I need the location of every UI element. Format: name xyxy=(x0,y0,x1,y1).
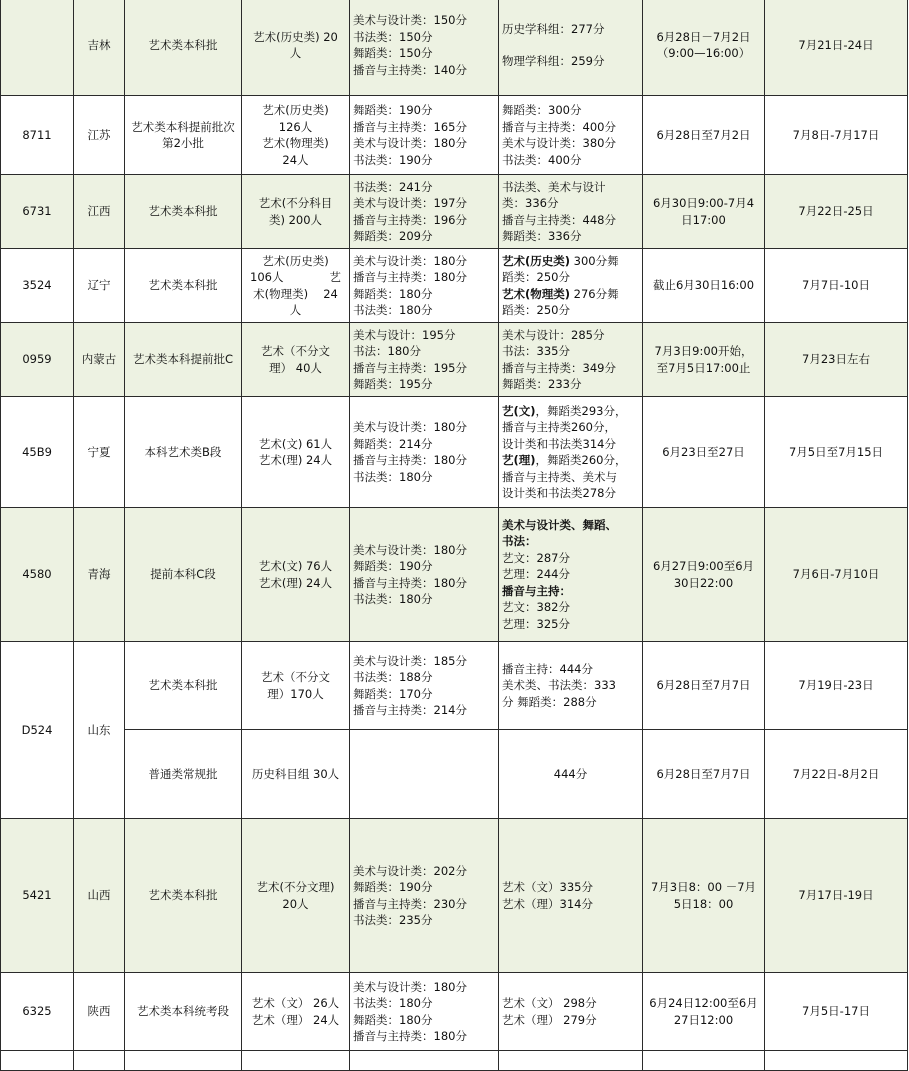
score-line xyxy=(502,533,639,550)
submit-line: 7月3日9:00开始， xyxy=(654,344,753,358)
batch-cell: 艺术类本科批 xyxy=(125,642,242,730)
submit-time-cell xyxy=(643,0,765,96)
score-line: 类：336分 xyxy=(502,196,559,210)
province-cell: 青海 xyxy=(74,508,125,642)
plan-line: 艺术(物理类) xyxy=(262,136,329,150)
control-line: 舞蹈类：190分 xyxy=(353,559,433,573)
score-line xyxy=(502,37,639,53)
control-line: 播音与主持类：214分 xyxy=(353,703,467,717)
submit-time-cell xyxy=(643,323,765,397)
province-cell: 辽宁 xyxy=(74,249,125,323)
control-line: 美术与设计类：150分 xyxy=(353,13,467,27)
plan-cell xyxy=(242,642,350,730)
table-row xyxy=(1,642,908,730)
score-line: 美术与设计：285分 xyxy=(502,327,605,342)
score-bold-text: 艺(理) xyxy=(502,453,536,467)
score-line xyxy=(502,253,639,270)
control-line: 舞蹈类：209分 xyxy=(353,229,433,243)
release-time-cell: 7月22日-25日 xyxy=(765,175,908,249)
score-plain-text: 艺文：382分 xyxy=(502,600,570,615)
plan-cell xyxy=(242,730,350,819)
empty-cell xyxy=(499,1051,643,1071)
score-line: 舞蹈类：233分 xyxy=(502,377,582,391)
control-line: 播音与主持类：180分 xyxy=(353,453,467,467)
plan-line: 艺术(历史类) xyxy=(262,103,329,117)
score-cell xyxy=(499,249,643,323)
plan-line: 艺术(历史类) xyxy=(262,253,329,268)
score-cell xyxy=(499,323,643,397)
plan-cell xyxy=(242,0,350,96)
control-line-cell xyxy=(350,0,499,96)
score-plain-text: 播音与主持类260分， xyxy=(502,420,616,434)
score-plain-text: 播音与主持类、美术与 xyxy=(502,469,617,484)
plan-line: 术(物理类) 24 xyxy=(253,286,338,301)
score-line xyxy=(502,583,639,600)
score-line: 艺术（文） 298分 xyxy=(502,996,597,1010)
score-cell xyxy=(499,508,643,642)
control-line-cell xyxy=(350,973,499,1051)
score-line: 美术与设计类：380分 xyxy=(502,136,616,150)
release-time-cell: 7月5日-17日 xyxy=(765,973,908,1051)
province-cell: 山东 xyxy=(74,642,125,819)
control-line: 播音与主持类：180分 xyxy=(353,575,467,590)
score-line: 播音与主持类：400分 xyxy=(502,119,616,134)
control-line: 舞蹈类：190分 xyxy=(353,103,433,117)
submit-line: 5日18：00 xyxy=(673,896,734,911)
province-cell: 陕西 xyxy=(74,973,125,1051)
score-line xyxy=(502,550,639,567)
control-line: 美术与设计类：185分 xyxy=(353,653,467,668)
plan-line: 20人 xyxy=(282,896,309,911)
score-bold-text: 艺术(历史类) xyxy=(502,253,571,268)
score-line: 书法类：400分 xyxy=(502,152,582,167)
score-line: 书法：335分 xyxy=(502,344,570,358)
table-row xyxy=(1,819,908,973)
plan-line: 艺术（理） 24人 xyxy=(251,1012,340,1027)
score-line xyxy=(502,286,639,303)
submit-time-cell xyxy=(643,249,765,323)
control-line: 书法类：190分 xyxy=(353,152,433,167)
score-line xyxy=(502,517,639,534)
code-cell: 5421 xyxy=(1,819,74,973)
score-line: 美术类、书法类：333 xyxy=(502,678,616,693)
batch-cell: 艺术类本科批 xyxy=(125,175,242,249)
score-line xyxy=(502,485,639,502)
control-line: 美术与设计类：180分 xyxy=(353,136,467,150)
score-line xyxy=(502,469,639,486)
province-cell: 宁夏 xyxy=(74,397,125,508)
control-line-cell xyxy=(350,249,499,323)
code-cell: 0959 xyxy=(1,323,74,397)
control-line: 书法类：188分 xyxy=(353,670,433,684)
score-line xyxy=(502,269,639,286)
control-line: 舞蹈类：214分 xyxy=(353,436,433,451)
submit-time-cell xyxy=(643,175,765,249)
plan-cell xyxy=(242,973,350,1051)
control-line: 舞蹈类：180分 xyxy=(353,286,433,301)
plan-line: 艺术（文） 26人 xyxy=(251,996,340,1010)
score-line: 舞蹈类：336分 xyxy=(502,229,582,243)
score-line: 历史学科组：277分 xyxy=(502,21,605,36)
score-plain-text: 300分舞 xyxy=(570,253,619,268)
empty-cell xyxy=(765,1051,908,1071)
batch-cell: 提前本科C段 xyxy=(125,508,242,642)
score-bold-text: 书法： xyxy=(502,534,537,549)
control-line: 舞蹈类：190分 xyxy=(353,880,433,894)
control-line-cell xyxy=(350,819,499,973)
score-line xyxy=(502,452,639,469)
submit-line: 6月27日9:00至6月 xyxy=(652,559,755,573)
control-line: 书法类：180分 xyxy=(353,303,433,317)
score-line: 分 舞蹈类：288分 xyxy=(502,694,597,709)
control-line: 书法类：150分 xyxy=(353,29,433,44)
control-line: 美术与设计：195分 xyxy=(353,327,456,342)
control-line: 书法类：180分 xyxy=(353,592,433,606)
code-cell: D524 xyxy=(1,642,74,819)
submit-line: 30日22:00 xyxy=(673,575,734,590)
score-line: 播音主持：444分 xyxy=(502,661,593,676)
plan-cell xyxy=(242,508,350,642)
score-plain-text: 276分舞 xyxy=(570,286,619,301)
plan-line: 126人 xyxy=(278,119,313,134)
score-cell xyxy=(499,642,643,730)
plan-line: 历史科目组 30人 xyxy=(251,766,340,781)
province-cell: 内蒙古 xyxy=(74,323,125,397)
control-line: 舞蹈类：195分 xyxy=(353,377,433,391)
plan-line: 24人 xyxy=(282,152,309,167)
score-plain-text: 设计类和书法类314分 xyxy=(502,436,616,451)
plan-cell xyxy=(242,397,350,508)
plan-cell xyxy=(242,249,350,323)
empty-cell xyxy=(1,1051,74,1071)
control-line: 舞蹈类：180分 xyxy=(353,1012,433,1027)
control-line: 舞蹈类：150分 xyxy=(353,46,433,60)
table-body xyxy=(1,0,908,1071)
batch-cell: 普通类常规批 xyxy=(125,730,242,819)
plan-line: 艺术(理) 24人 xyxy=(258,575,333,590)
submit-line: 7月3日8：00 －7月 xyxy=(650,880,757,894)
score-plain-text: ，舞蹈类260分， xyxy=(535,453,627,467)
score-cell xyxy=(499,973,643,1051)
release-time-cell: 7月21日-24日 xyxy=(765,0,908,96)
control-line: 播音与主持类：165分 xyxy=(353,119,467,134)
score-line: 艺术（文）335分 xyxy=(502,880,593,894)
submit-line: 27日12:00 xyxy=(673,1012,734,1027)
score-plain-text: ，舞蹈类293分， xyxy=(535,403,627,418)
plan-line: 人 xyxy=(289,303,302,317)
province-cell: 山西 xyxy=(74,819,125,973)
code-cell xyxy=(1,0,74,96)
submit-time-cell xyxy=(643,642,765,730)
score-plain-text: 艺理：244分 xyxy=(502,567,570,582)
empty-cell xyxy=(350,1051,499,1071)
plan-line: 艺术(不分科目 xyxy=(258,196,333,210)
batch-cell: 艺术类本科统考段 xyxy=(125,973,242,1051)
code-cell: 45B9 xyxy=(1,397,74,508)
submit-time-cell xyxy=(643,819,765,973)
batch-cell: 本科艺术类B段 xyxy=(125,397,242,508)
score-line: 444分 xyxy=(553,766,588,781)
release-time-cell: 7月7日-10日 xyxy=(765,249,908,323)
control-line-cell xyxy=(350,397,499,508)
province-cell: 吉林 xyxy=(74,0,125,96)
score-line: 物理学科组：259分 xyxy=(502,54,605,68)
plan-line: 艺术(不分文理) xyxy=(256,880,335,894)
score-cell xyxy=(499,96,643,175)
submit-time-cell xyxy=(643,730,765,819)
score-line xyxy=(502,403,639,420)
release-time-cell: 7月8日-7月17日 xyxy=(765,96,908,175)
plan-line: 艺术(理) 24人 xyxy=(258,453,333,467)
submit-line: 6月28日至7月7日 xyxy=(656,766,751,781)
submit-line: 6月28日至7月2日 xyxy=(656,127,751,142)
table-row xyxy=(1,0,908,96)
submit-line: 6月28日至7月7日 xyxy=(656,678,751,693)
control-line: 书法：180分 xyxy=(353,344,421,358)
score-line xyxy=(502,599,639,616)
control-line: 美术与设计类：180分 xyxy=(353,979,467,994)
control-line: 书法类：180分 xyxy=(353,469,433,484)
plan-line: 人 xyxy=(289,46,302,60)
score-bold-text: 艺(文) xyxy=(502,403,536,418)
control-line: 播音与主持类：140分 xyxy=(353,62,467,77)
batch-cell: 艺术类本科提前批C xyxy=(125,323,242,397)
control-line: 美术与设计类：180分 xyxy=(353,542,467,557)
control-line: 书法类：241分 xyxy=(353,179,433,194)
batch-cell: 艺术类本科批 xyxy=(125,249,242,323)
release-time-cell: 7月23日左右 xyxy=(765,323,908,397)
code-cell: 8711 xyxy=(1,96,74,175)
release-time-cell: 7月17日-19日 xyxy=(765,819,908,973)
submit-time-cell xyxy=(643,508,765,642)
score-cell xyxy=(499,397,643,508)
control-line: 播音与主持类：180分 xyxy=(353,270,467,284)
empty-cell xyxy=(242,1051,350,1071)
score-bold-text: 美术与设计类、舞蹈、 xyxy=(502,517,617,532)
score-line xyxy=(502,436,639,453)
empty-cell xyxy=(125,1051,242,1071)
control-line-cell xyxy=(350,96,499,175)
control-line-cell xyxy=(350,508,499,642)
control-line: 播音与主持类：196分 xyxy=(353,212,467,227)
code-cell: 6731 xyxy=(1,175,74,249)
province-cell: 江苏 xyxy=(74,96,125,175)
score-line xyxy=(502,566,639,583)
score-line: 播音与主持类：349分 xyxy=(502,360,616,375)
table-row xyxy=(1,249,908,323)
score-bold-text: 播音与主持： xyxy=(502,583,571,598)
table-row xyxy=(1,96,908,175)
score-line: 书法类、美术与设计 xyxy=(502,179,606,194)
plan-line: 艺术（不分文 xyxy=(261,344,330,358)
score-cell xyxy=(499,0,643,96)
score-line: 艺术（理） 279分 xyxy=(502,1012,597,1027)
code-cell: 6325 xyxy=(1,973,74,1051)
table-row xyxy=(1,973,908,1051)
score-line: 艺术（理）314分 xyxy=(502,896,593,911)
score-plain-text: 设计类和书法类278分 xyxy=(502,486,616,500)
control-line-cell xyxy=(350,175,499,249)
plan-line: 艺术（不分文 xyxy=(261,670,330,684)
submit-line: 6月24日12:00至6月 xyxy=(649,996,758,1010)
control-line: 美术与设计类：197分 xyxy=(353,196,467,210)
plan-line: 类) 200人 xyxy=(268,212,323,227)
province-cell: 江西 xyxy=(74,175,125,249)
submit-time-cell xyxy=(643,96,765,175)
control-line: 美术与设计类：202分 xyxy=(353,863,467,878)
table-row-partial xyxy=(1,1051,908,1071)
batch-cell: 艺术类本科提前批次第2小批 xyxy=(125,96,242,175)
score-cell xyxy=(499,730,643,819)
code-cell: 3524 xyxy=(1,249,74,323)
release-time-cell: 7月6日-7月10日 xyxy=(765,508,908,642)
score-plain-text: 艺文：287分 xyxy=(502,550,570,565)
table-row xyxy=(1,175,908,249)
plan-cell xyxy=(242,323,350,397)
control-line-cell xyxy=(350,730,499,819)
submit-line: （9:00—16:00） xyxy=(656,46,751,60)
control-line: 美术与设计类：180分 xyxy=(353,420,467,434)
code-cell: 4580 xyxy=(1,508,74,642)
score-bold-text: 艺术(物理类) xyxy=(502,286,571,301)
control-line: 播音与主持类：180分 xyxy=(353,1029,467,1043)
table-row xyxy=(1,397,908,508)
control-line: 播音与主持类：195分 xyxy=(353,360,467,375)
score-plain-text: 蹈类：250分 xyxy=(502,303,570,317)
score-plain-text: 艺理：325分 xyxy=(502,616,570,631)
release-time-cell: 7月22日-8月2日 xyxy=(765,730,908,819)
submit-line: 6月30日9:00-7月4 xyxy=(652,196,755,210)
control-line-cell xyxy=(350,642,499,730)
submit-time-cell xyxy=(643,397,765,508)
score-line xyxy=(502,616,639,633)
submit-line: 至7月5日17:00止 xyxy=(656,360,751,375)
plan-line: 106人 艺 xyxy=(250,270,341,284)
plan-line: 理）170人 xyxy=(267,686,324,701)
score-cell xyxy=(499,819,643,973)
table-row xyxy=(1,323,908,397)
control-line: 书法类：235分 xyxy=(353,913,433,927)
batch-cell: 艺术类本科批 xyxy=(125,0,242,96)
table-row xyxy=(1,508,908,642)
control-line-cell xyxy=(350,323,499,397)
score-line xyxy=(502,302,639,319)
plan-line: 理） 40人 xyxy=(269,360,322,375)
plan-line: 艺术(文) 61人 xyxy=(258,436,333,451)
control-line: 舞蹈类：170分 xyxy=(353,686,433,701)
submit-line: 截止6月30日16:00 xyxy=(652,278,755,293)
table-row xyxy=(1,730,908,819)
submit-line: 日17:00 xyxy=(681,212,726,227)
empty-cell xyxy=(74,1051,125,1071)
score-line: 播音与主持类：448分 xyxy=(502,212,616,227)
release-time-cell: 7月5日至7月15日 xyxy=(765,397,908,508)
submit-line: 6月23日至27日 xyxy=(662,444,745,459)
plan-cell xyxy=(242,96,350,175)
score-cell xyxy=(499,175,643,249)
score-plain-text: 蹈类：250分 xyxy=(502,270,570,284)
empty-cell xyxy=(643,1051,765,1071)
control-line: 书法类：180分 xyxy=(353,996,433,1010)
release-time-cell: 7月19日-23日 xyxy=(765,642,908,730)
score-line: 舞蹈类：300分 xyxy=(502,103,582,117)
control-line: 美术与设计类：180分 xyxy=(353,253,467,268)
submit-time-cell xyxy=(643,973,765,1051)
plan-line: 艺术(文) 76人 xyxy=(258,559,333,573)
plan-cell xyxy=(242,819,350,973)
plan-line: 艺术(历史类) 20 xyxy=(253,29,338,44)
plan-cell xyxy=(242,175,350,249)
control-line: 播音与主持类：230分 xyxy=(353,896,467,911)
submit-line: 6月28日－7月2日 xyxy=(656,29,751,44)
batch-cell: 艺术类本科批 xyxy=(125,819,242,973)
score-line xyxy=(502,419,639,436)
